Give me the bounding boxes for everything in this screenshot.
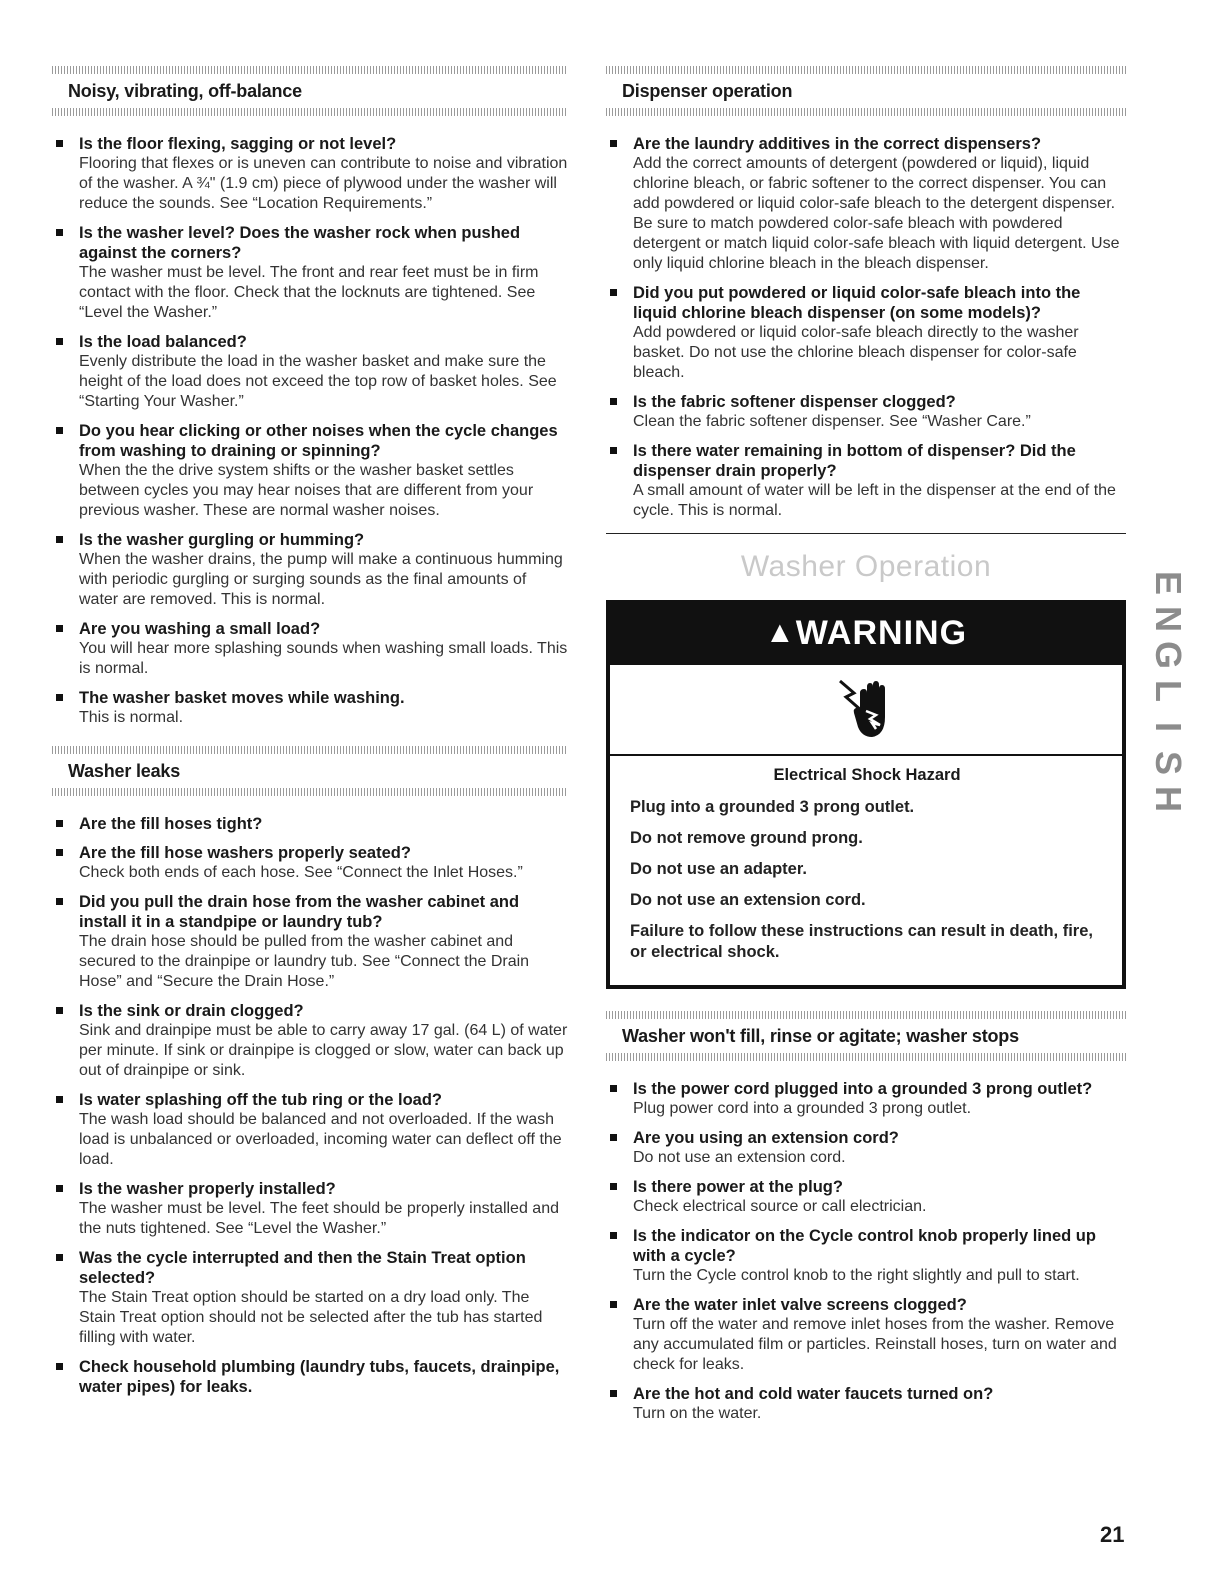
list-item [52, 619, 568, 679]
bullet-icon [56, 694, 63, 701]
noisy-list [52, 134, 568, 728]
warning-body [610, 756, 1122, 985]
answer-text: The drain hose should be pulled from the washer cabinet and secured to the drainpipe or laundry tub. See “Connect the Drain Hose” and “Secure the Drain Hose.” [79, 933, 530, 990]
bullet-icon [610, 1085, 617, 1092]
header-bar-bottom [52, 788, 568, 796]
side-tab-letter: G [1148, 640, 1189, 669]
list-item [606, 441, 1126, 521]
answer-text: You will hear more splashing sounds when washing small loads. This is normal. [79, 640, 568, 677]
answer-text: The Stain Treat option should be started on a dry load only. The Stain Treat option should not be selected after the tub has started filling with water. [79, 1289, 543, 1346]
question-text: Do you hear clicking or other noises when the cycle changes from washing to draining or spinning? [79, 422, 558, 460]
section-header-wont-fill [606, 1011, 1126, 1061]
list-item [606, 1226, 1126, 1286]
list-item [52, 1357, 568, 1397]
warning-line: Do not remove ground prong. [630, 829, 863, 847]
bullet-icon [56, 849, 63, 856]
answer-text: Turn the Cycle control knob to the right slightly and pull to start. [633, 1267, 1080, 1284]
warning-header [610, 604, 1122, 665]
side-tab-letter: S [1148, 750, 1189, 775]
list-item [606, 1295, 1126, 1375]
header-bar-top [606, 66, 1126, 74]
bullet-icon [56, 1185, 63, 1192]
answer-text: A small amount of water will be left in the dispenser at the end of the cycle. This is normal. [633, 482, 1116, 519]
question-text: Are the fill hose washers properly seated? [79, 844, 411, 862]
bullet-icon [56, 820, 63, 827]
bullet-icon [610, 1183, 617, 1190]
list-item [606, 283, 1126, 383]
list-item [52, 1179, 568, 1239]
question-text: Are you washing a small load? [79, 620, 321, 638]
answer-text: Check electrical source or call electrician. [633, 1198, 927, 1215]
bullet-icon [610, 1301, 617, 1308]
list-item [52, 421, 568, 521]
list-item [52, 843, 568, 883]
warning-line: Failure to follow these instructions can result in death, fire, or electrical shock. [630, 922, 1093, 961]
question-text: Is the fabric softener dispenser clogged? [633, 393, 956, 411]
section-title: Noisy, vibrating, off-balance [68, 81, 302, 101]
warning-label: WARNING [795, 614, 968, 652]
answer-text: The washer must be level. The front and rear feet must be in firm contact with the floor. Check that the locknuts are tightened. See “Level the Washer.” [79, 264, 539, 321]
bullet-icon [56, 229, 63, 236]
list-item [52, 223, 568, 323]
header-bar-bottom [606, 1053, 1126, 1061]
warning-triangle-icon: ▲ [764, 616, 796, 649]
question-text: Are the water inlet valve screens clogged? [633, 1296, 967, 1314]
page-number: 21 [1100, 1522, 1125, 1547]
question-text: Are the hot and cold water faucets turned on? [633, 1385, 994, 1403]
shock-hand-icon [836, 677, 896, 741]
section-title: Dispenser operation [622, 81, 793, 101]
list-item [52, 688, 568, 728]
bullet-icon [610, 1390, 617, 1397]
section-title: Washer leaks [68, 761, 180, 781]
dispenser-list [606, 134, 1126, 521]
side-tab-letter: H [1148, 786, 1189, 812]
list-item [52, 1090, 568, 1170]
wont-fill-list [606, 1079, 1126, 1424]
list-item [52, 1001, 568, 1081]
bullet-icon [56, 1363, 63, 1370]
question-text: Are you using an extension cord? [633, 1129, 899, 1147]
bullet-icon [56, 1007, 63, 1014]
answer-text: When the washer drains, the pump will make a continuous humming with periodic gurgling or surging sounds as the final amounts of water are removed. This is normal. [79, 551, 563, 608]
question-text: Is there water remaining in bottom of dispenser? Did the dispenser drain properly? [633, 442, 1076, 480]
list-item [52, 814, 568, 834]
hazard-title: Electrical Shock Hazard [773, 766, 961, 784]
side-tab-letter: L [1148, 680, 1189, 702]
warning-box [606, 600, 1126, 989]
warning-line: Do not use an extension cord. [630, 891, 866, 909]
question-text: Is the load balanced? [79, 333, 247, 351]
answer-text: Check both ends of each hose. See “Connect the Inlet Hoses.” [79, 864, 523, 881]
list-item [606, 1079, 1126, 1119]
bullet-icon [56, 140, 63, 147]
answer-text: The washer must be level. The feet should be properly installed and the nuts tightened. See “Level the Washer.” [79, 1200, 559, 1237]
question-text: Check household plumbing (laundry tubs, faucets, drainpipe, water pipes) for leaks. [79, 1358, 560, 1396]
question-text: Is the washer level? Does the washer rock when pushed against the corners? [79, 224, 521, 262]
bullet-icon [610, 140, 617, 147]
answer-text: Add the correct amounts of detergent (powdered or liquid), liquid chlorine bleach, or fabric softener to the correct dispenser. You can add powdered or liquid color-safe bleach to the detergent dispenser. Be sure to match powdered color-safe bleach with powdered detergent or match liquid color-safe bleach with liquid detergent. Use only liquid chlorine bleach in the bleach dispenser. [633, 155, 1120, 272]
side-tab-letter: E [1148, 570, 1189, 595]
bullet-icon [56, 1096, 63, 1103]
bullet-icon [56, 338, 63, 345]
question-text: Is water splashing off the tub ring or the load? [79, 1091, 443, 1109]
question-text: Was the cycle interrupted and then the Stain Treat option selected? [79, 1249, 526, 1287]
washer-operation-title: Washer Operation [740, 550, 992, 583]
bullet-icon [56, 427, 63, 434]
answer-text: Plug power cord into a grounded 3 prong outlet. [633, 1100, 972, 1117]
list-item [52, 892, 568, 992]
question-text: Is the washer properly installed? [79, 1180, 336, 1198]
question-text: Did you pull the drain hose from the washer cabinet and install it in a standpipe or laundry tub? [79, 893, 520, 931]
warning-lines [630, 797, 1104, 963]
header-bar-bottom [52, 108, 568, 116]
bullet-icon [610, 398, 617, 405]
list-item [606, 392, 1126, 432]
bullet-icon [610, 1134, 617, 1141]
question-text: Are the laundry additives in the correct dispensers? [633, 135, 1042, 153]
list-item [52, 134, 568, 214]
language-side-tab [1148, 566, 1189, 812]
bullet-icon [56, 625, 63, 632]
header-bar-top [52, 66, 568, 74]
list-item [606, 1384, 1126, 1424]
answer-text: Clean the fabric softener dispenser. See “Washer Care.” [633, 413, 1031, 430]
answer-text: Add powdered or liquid color-safe bleach directly to the washer basket. Do not use the chlorine bleach dispenser for color-safe bleach. [633, 324, 1079, 381]
question-text: Did you put powdered or liquid color-safe bleach into the liquid chlorine bleach dispenser (on some models)? [633, 284, 1081, 322]
answer-text: Evenly distribute the load in the washer basket and make sure the height of the load does not exceed the top row of basket holes. See “Starting Your Washer.” [79, 353, 557, 410]
bullet-icon [56, 1254, 63, 1261]
side-tab-letter: I [1148, 721, 1189, 732]
question-text: Is there power at the plug? [633, 1178, 843, 1196]
list-item [52, 530, 568, 610]
left-column [52, 66, 568, 1406]
question-text: Is the power cord plugged into a grounded 3 prong outlet? [633, 1080, 1093, 1098]
answer-text: The wash load should be balanced and not overloaded. If the wash load is unbalanced or overloaded, incoming water can deflect off the load. [79, 1111, 562, 1168]
bullet-icon [610, 1232, 617, 1239]
section-header-dispenser [606, 66, 1126, 116]
answer-text: Turn off the water and remove inlet hoses from the washer. Remove any accumulated film or particles. Reinstall hoses, turn on water and check for leaks. [633, 1316, 1117, 1373]
bullet-icon [610, 447, 617, 454]
electrical-shock-icon [610, 665, 1122, 756]
header-bar-top [52, 746, 568, 754]
question-text: Are the fill hoses tight? [79, 815, 263, 833]
bullet-icon [56, 536, 63, 543]
right-column [606, 66, 1126, 1433]
list-item [606, 1128, 1126, 1168]
question-text: Is the indicator on the Cycle control knob properly lined up with a cycle? [633, 1227, 1096, 1265]
question-text: Is the sink or drain clogged? [79, 1002, 304, 1020]
list-item [606, 1177, 1126, 1217]
answer-text: When the the drive system shifts or the washer basket settles between cycles you may hear noises that are different from your previous washer. These are normal washer noises. [79, 462, 534, 519]
question-text: Is the floor flexing, sagging or not level? [79, 135, 397, 153]
answer-text: Do not use an extension cord. [633, 1149, 846, 1166]
answer-text: This is normal. [79, 709, 184, 726]
answer-text: Flooring that flexes or is uneven can contribute to noise and vibration of the washer. A ¾" (1.9 cm) piece of plywood under the washer will reduce the sounds. See “Location Requirements.” [79, 155, 568, 212]
question-text: Is the washer gurgling or humming? [79, 531, 365, 549]
section-header-leaks [52, 746, 568, 796]
bullet-icon [610, 289, 617, 296]
question-text: The washer basket moves while washing. [79, 689, 405, 707]
list-item [606, 134, 1126, 274]
list-item [52, 332, 568, 412]
list-item [52, 1248, 568, 1348]
header-bar-bottom [606, 108, 1126, 116]
answer-text: Turn on the water. [633, 1405, 762, 1422]
section-divider [606, 533, 1126, 534]
section-title: Washer won't fill, rinse or agitate; washer stops [622, 1026, 1019, 1046]
bullet-icon [56, 898, 63, 905]
leaks-list [52, 814, 568, 1397]
header-bar-top [606, 1011, 1126, 1019]
warning-line: Plug into a grounded 3 prong outlet. [630, 798, 915, 816]
side-tab-letter: N [1148, 606, 1189, 632]
warning-line: Do not use an adapter. [630, 860, 807, 878]
answer-text: Sink and drainpipe must be able to carry away 17 gal. (64 L) of water per minute. If sink or drainpipe is clogged or slow, water can back up out of drainpipe or sink. [79, 1022, 568, 1079]
section-header-noisy [52, 66, 568, 116]
